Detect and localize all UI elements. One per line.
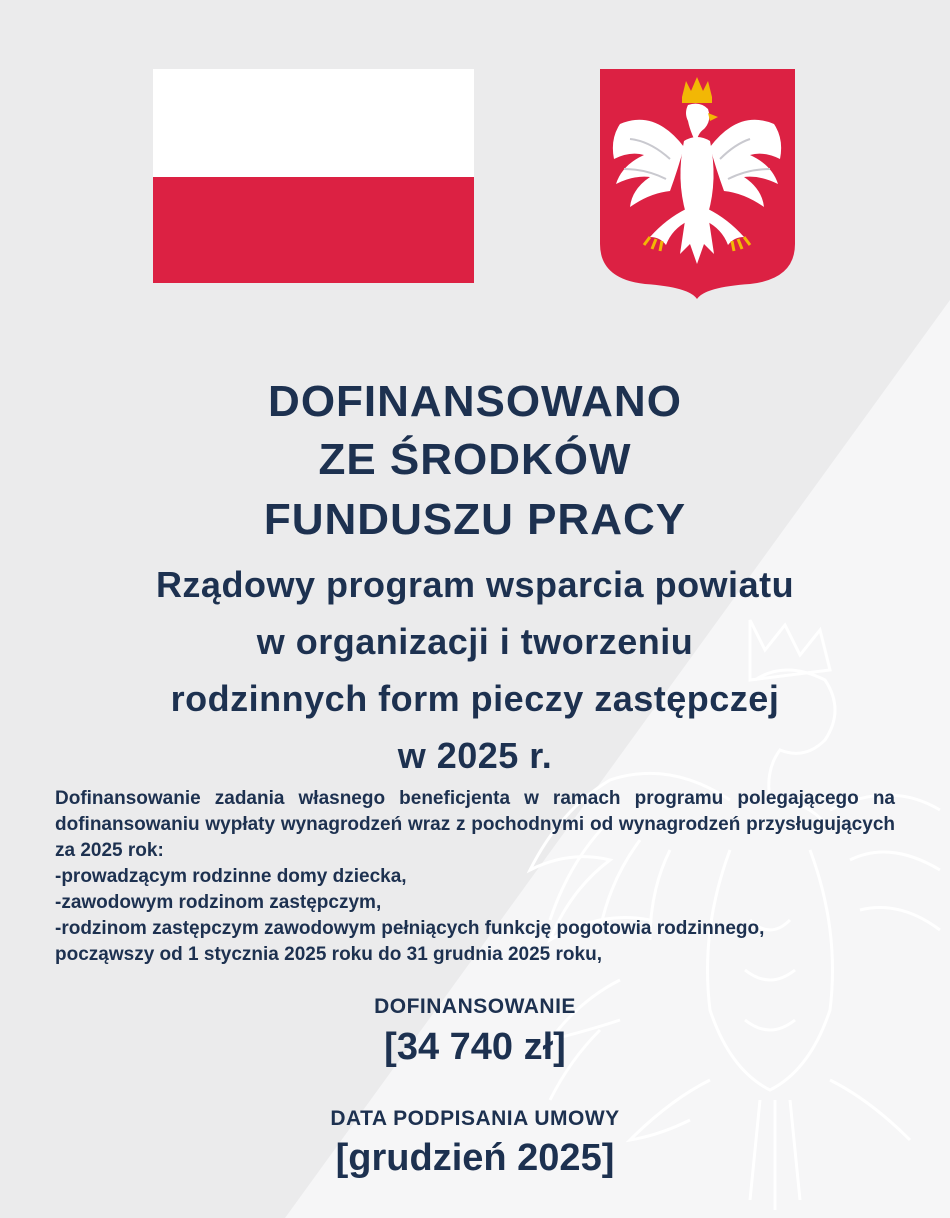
program-line-4: w 2025 r.: [397, 735, 553, 776]
description-intro: Dofinansowanie zadania własnego beneficjenta w ramach programu polegającego na dofinansowaniu wypłaty wynagrodzeń wraz z pochodnymi od wynagrodzeń przysługujących za 2025 rok:: [55, 788, 895, 861]
flag-red-stripe: [153, 177, 474, 283]
signing-value: [grudzień 2025]: [335, 1137, 615, 1179]
description: [55, 786, 895, 968]
program-line-3: rodzinnych form pieczy zastępczej: [170, 678, 780, 719]
program-line-2: w organizacji i tworzeniu: [256, 621, 694, 662]
funding-value: [34 740 zł]: [384, 1026, 566, 1068]
polish-flag-icon: [153, 69, 474, 283]
heading-line-2: ZE ŚRODKÓW: [318, 435, 632, 484]
polish-eagle-emblem-icon: [600, 69, 795, 299]
funding-label: DOFINANSOWANIE: [374, 995, 576, 1018]
description-item-1: -prowadzącym rodzinne domy dziecka,: [55, 866, 407, 887]
description-item-3: -rodzinom zastępczym zawodowym pełniących funkcję pogotowia rodzinnego, począwszy od 1 stycznia 2025 roku do 31 grudnia 2025 roku,: [55, 918, 765, 965]
flag-white-stripe: [153, 69, 474, 177]
description-item-2: -zawodowym rodzinom zastępczym,: [55, 892, 382, 913]
program-line-1: Rządowy program wsparcia powiatu: [155, 564, 795, 605]
signing-label: DATA PODPISANIA UMOWY: [330, 1107, 620, 1130]
heading-line-3: FUNDUSZU PRACY: [263, 495, 687, 544]
heading-line-1: DOFINANSOWANO: [268, 377, 682, 426]
